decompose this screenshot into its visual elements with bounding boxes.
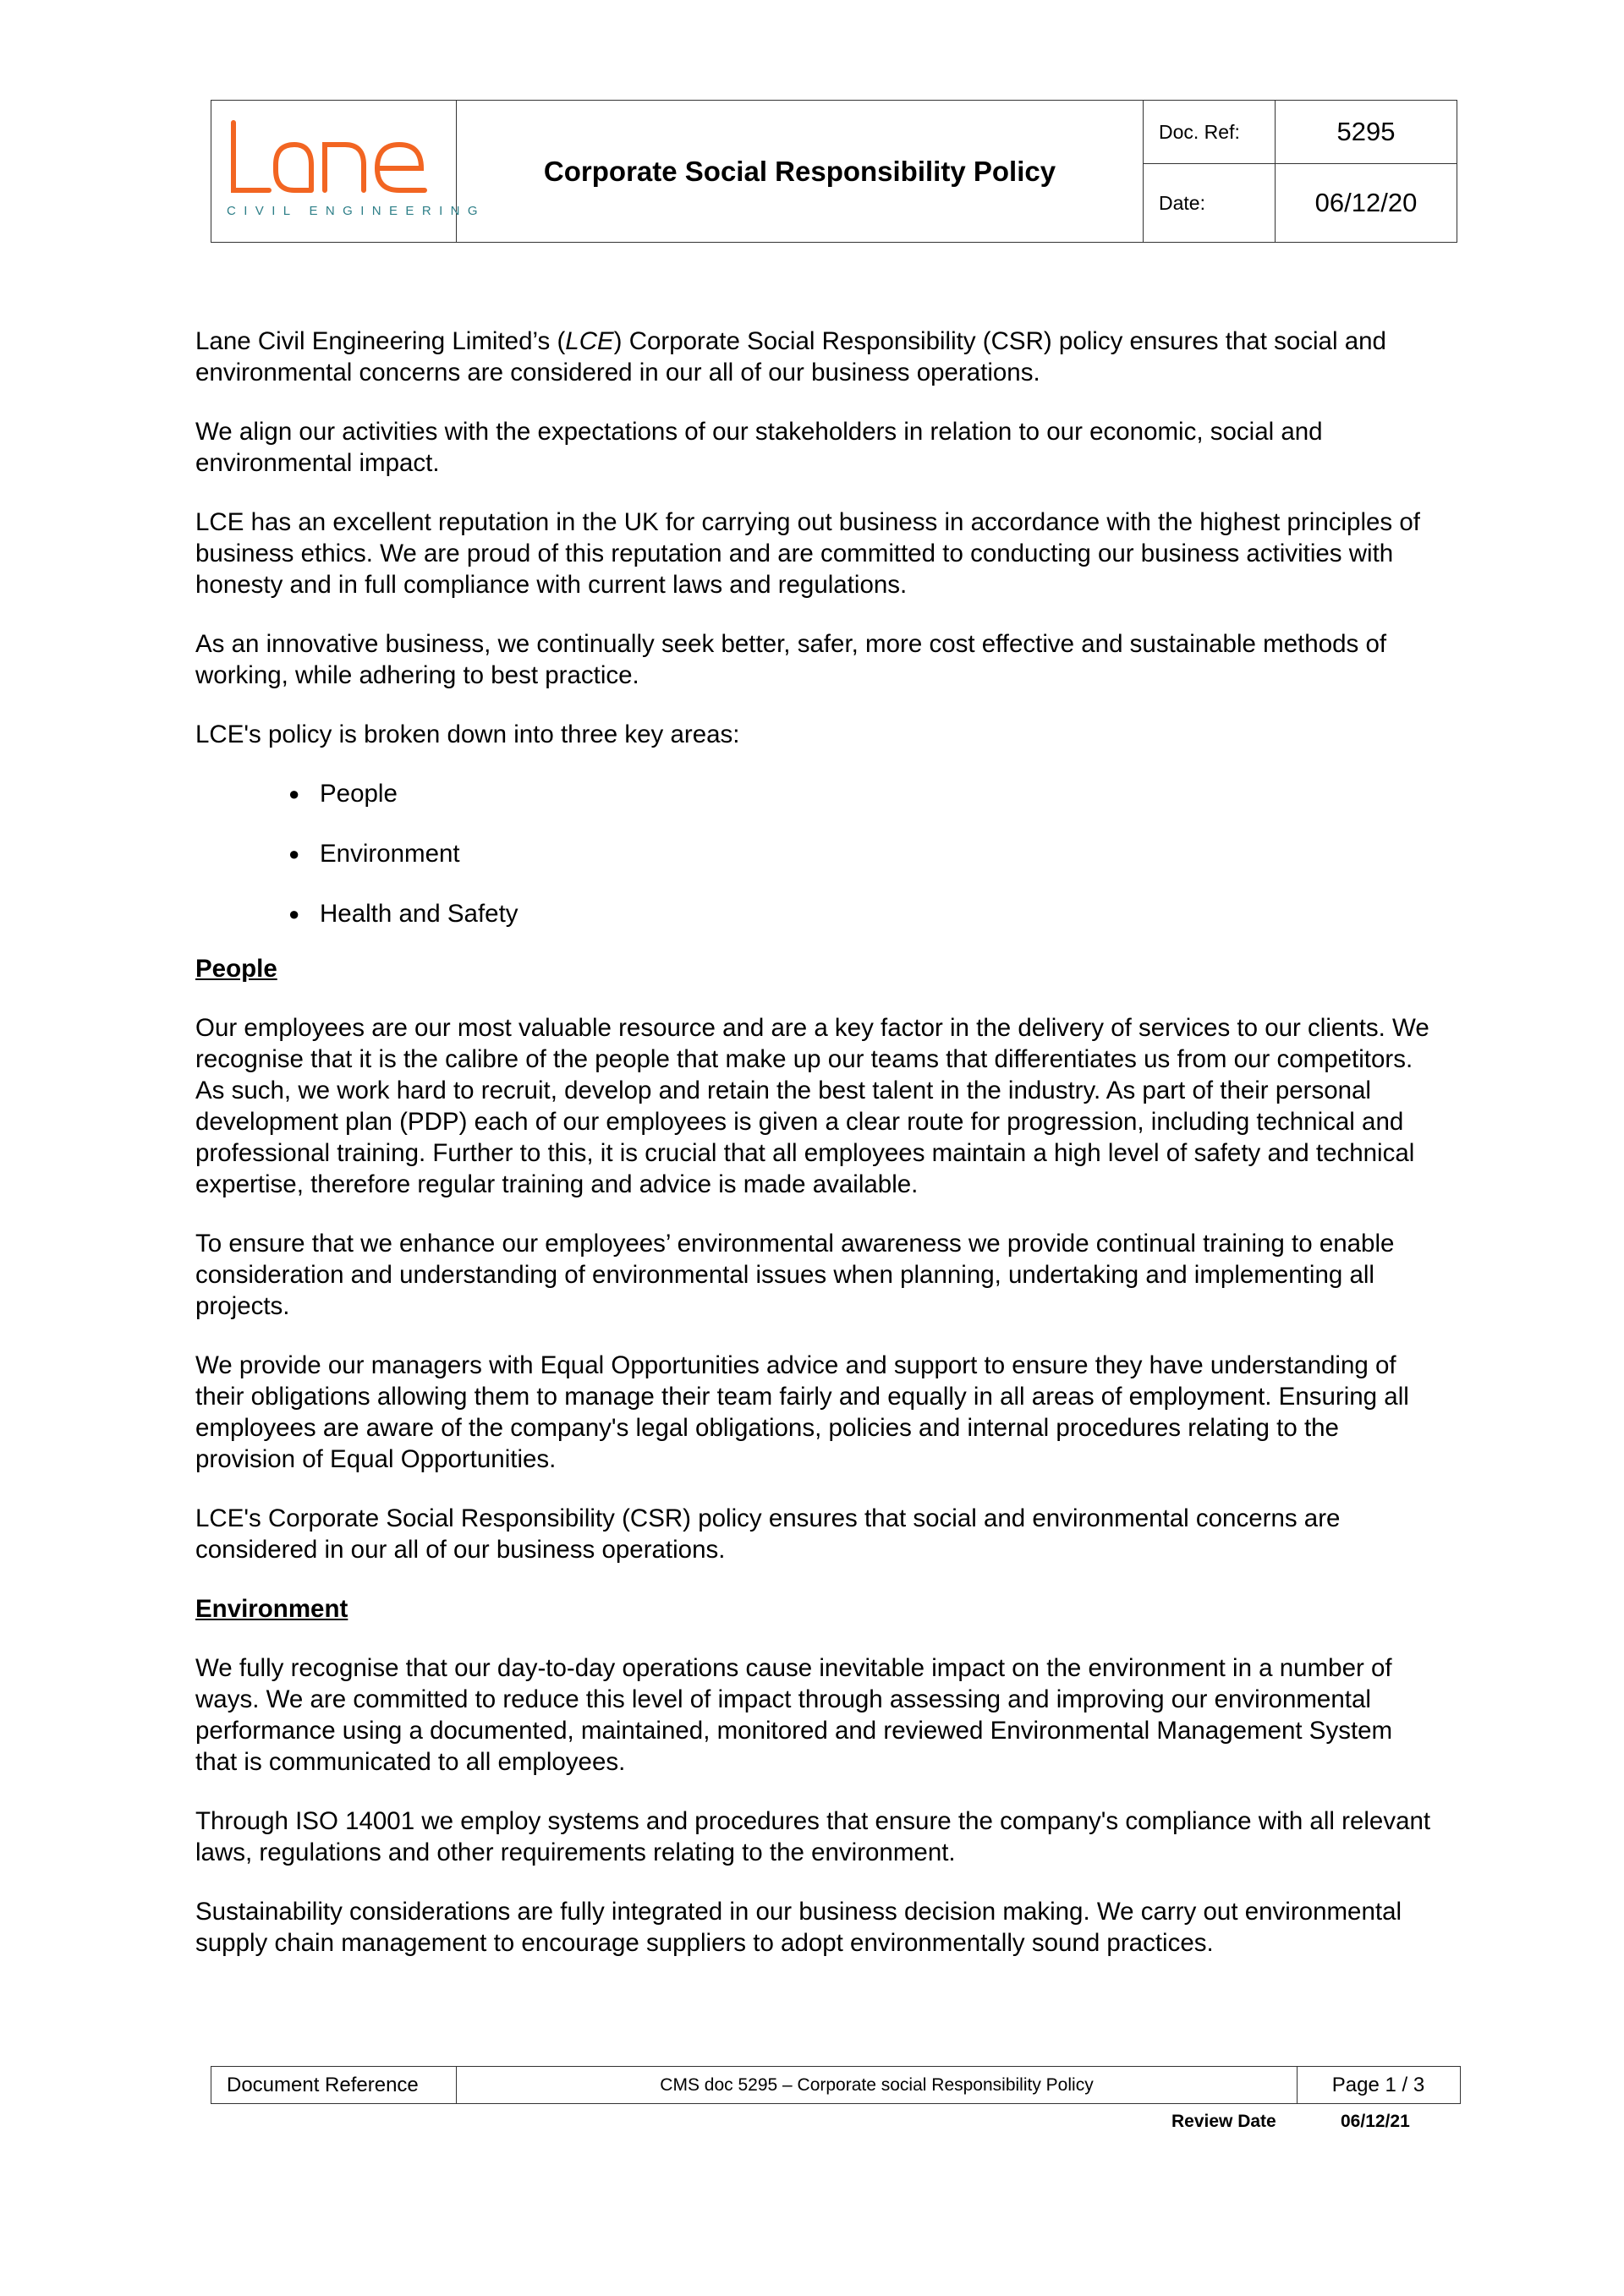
- environment-paragraph-3: Sustainability considerations are fully integrated in our business decision making. We carry out environmental supply chain management to encourage suppliers to adopt environmentally sound practices.: [195, 1898, 1402, 1957]
- key-areas-list: [195, 778, 1439, 929]
- people-heading: People: [195, 955, 277, 983]
- doc-ref-value: 5295: [1276, 101, 1457, 164]
- title-cell: [457, 101, 1144, 242]
- environment-heading: Environment: [195, 1595, 348, 1623]
- document-footer-table: [211, 2066, 1461, 2104]
- people-paragraph-4: LCE's Corporate Social Responsibility (CSR) policy ensures that social and environmental concerns are considered in our all of our business operations.: [195, 1504, 1341, 1564]
- lane-logo: [225, 116, 445, 200]
- intro-paragraph-5: LCE's policy is broken down into three key areas:: [195, 721, 740, 748]
- bullet-icon: ●: [288, 903, 300, 924]
- intro-paragraph-4: As an innovative business, we continually seek better, safer, more cost effective and sustainable methods of working, while adhering to best practice.: [195, 630, 1387, 689]
- intro-paragraph-1: Lane Civil Engineering Limited’s (LCE) Corporate Social Responsibility (CSR) policy ensures that social and environmental concerns are considered in our all of our business operations.: [195, 327, 1386, 386]
- intro-paragraph-2: We align our activities with the expectations of our stakeholders in relation to our economic, social and environmental impact.: [195, 418, 1323, 477]
- doc-reference-value: CMS doc 5295 – Corporate social Responsibility Policy: [457, 2067, 1298, 2103]
- people-paragraph-1: Our employees are our most valuable resource and are a key factor in the delivery of services to our clients. We recognise that it is the calibre of the people that make up our teams that differentiates us from our competitors. As such, we work hard to recruit, develop and retain the best talent in the industry. As part of their personal development plan (PDP) each of our employees is given a clear route for progression, including technical and professional training. Further to this, it is crucial that all employees maintain a high level of safety and technical expertise, therefore regular training and advice is made available.: [195, 1014, 1429, 1198]
- document-title: Corporate Social Responsibility Policy: [543, 155, 1056, 187]
- date-label: Date:: [1144, 164, 1276, 242]
- policy-body: [195, 326, 1439, 1986]
- people-paragraph-2: To ensure that we enhance our employees’ environmental awareness we provide continual training to enable consideration and understanding of environmental issues when planning, undertaking and implementing all projects.: [195, 1230, 1395, 1320]
- lce-abbreviation: LCE: [565, 327, 614, 355]
- logo-cell: [211, 101, 486, 242]
- environment-paragraph-2: Through ISO 14001 we employ systems and procedures that ensure the company's compliance with all relevant laws, regulations and other requirements relating to the environment.: [195, 1807, 1431, 1866]
- intro-paragraph-3: LCE has an excellent reputation in the UK for carrying out business in accordance with the highest principles of business ethics. We are proud of this reputation and are committed to conducting our business activities with honesty and in full compliance with current laws and regulations.: [195, 508, 1420, 599]
- doc-reference-label: Document Reference: [211, 2067, 457, 2103]
- list-item: ● Environment: [288, 840, 460, 868]
- people-paragraph-3: We provide our managers with Equal Opportunities advice and support to ensure they have understanding of their obligations allowing them to manage their team fairly and equally in all areas of employment. Ensuring all employees are aware of the company's legal obligations, policies and internal procedures relating to the provision of Equal Opportunities.: [195, 1351, 1409, 1473]
- doc-ref-label: Doc. Ref:: [1144, 101, 1276, 164]
- list-item: ● People: [288, 780, 398, 808]
- document-header-table: [211, 100, 1457, 243]
- review-date-value: 06/12/21: [1341, 2112, 1410, 2131]
- date-value: 06/12/20: [1314, 188, 1418, 217]
- logo-subtext: CIVIL ENGINEERING: [227, 204, 486, 218]
- environment-paragraph-1: We fully recognise that our day-to-day operations cause inevitable impact on the environment in a number of ways. We are committed to reduce this level of impact through assessing and improving our environmental performance using a documented, maintained, monitored and reviewed Environmental Management System that is communicated to all employees.: [195, 1654, 1393, 1776]
- review-date-label: Review Date: [1171, 2112, 1276, 2131]
- list-item: ● Health and Safety: [288, 900, 518, 928]
- page-number: Page 1 / 3: [1331, 2073, 1425, 2096]
- bullet-icon: ●: [288, 783, 300, 804]
- bullet-icon: ●: [288, 843, 300, 864]
